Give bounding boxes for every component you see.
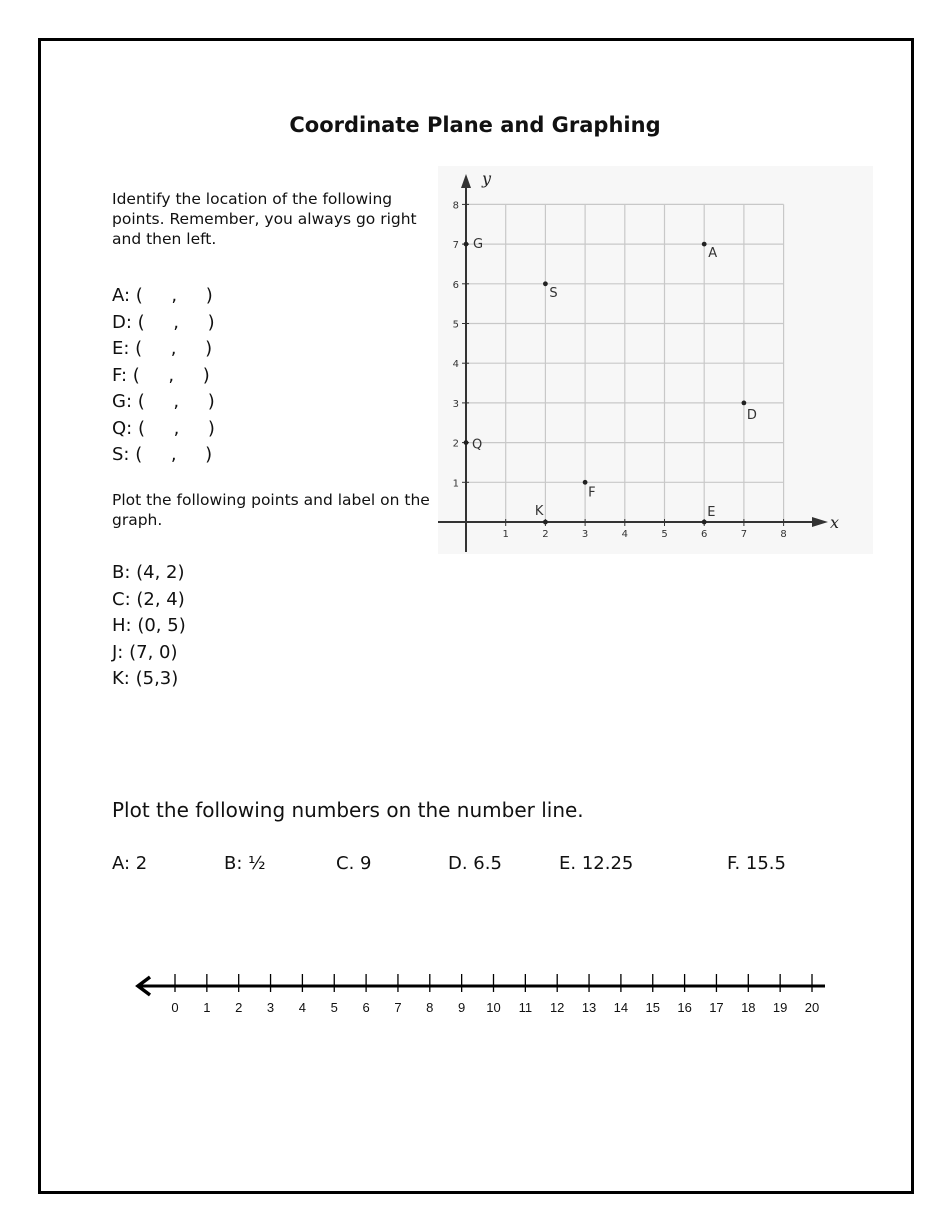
y-tick-label: 6 [452,279,459,291]
plot-item: C: (2, 4) [112,588,185,610]
answer-blank: , ) [144,417,215,439]
point-g-label: G [473,237,484,253]
number-line-tick-label: 3 [266,1000,275,1015]
number-item: E. 12.25 [559,853,634,874]
number-line-tick-label: 11 [518,1000,533,1015]
x-tick-label: 2 [542,529,549,540]
x-tick-label: 5 [661,529,668,540]
number-line-items [112,853,862,879]
locate-item [112,283,215,310]
number-line-tick-label: 5 [330,1000,338,1015]
y-tick-label: 2 [452,438,459,450]
number-line-tick-label: 7 [394,1000,402,1015]
locate-item [112,310,215,337]
answer-blank: , ) [142,444,213,465]
point-q-marker [464,440,469,445]
point-label: Q: ( [112,417,145,439]
plot-item: B: (4, 2) [112,562,185,583]
point-g-marker [464,242,469,247]
x-tick-label: 4 [621,529,628,540]
point-a-label: A [708,246,718,262]
point-s-marker [543,281,548,286]
number-line-tick-label: 20 [804,1000,820,1015]
locate-item [112,363,215,390]
number-line-tick-label: 8 [426,1000,434,1015]
y-tick-label: 8 [452,200,459,212]
y-tick-label: 7 [452,240,459,252]
number-line-tick-label: 19 [772,1000,788,1015]
point-k-label: K [534,504,544,519]
coordinate-plane-svg [438,166,873,554]
number-line-tick-label: 12 [549,1000,565,1015]
number-line-tick-label: 4 [298,1000,307,1015]
y-tick-label: 3 [452,398,459,410]
number-line-tick-label: 9 [458,1000,466,1015]
x-tick-label: 6 [701,529,708,540]
y-tick-label: 4 [452,359,459,371]
locate-item [112,416,215,443]
y-axis-label: y [482,169,492,188]
point-s-label: S [549,285,558,301]
number-item: F. 15.5 [727,853,786,874]
number-line-tick-label: 17 [709,1000,724,1015]
number-line-tick-label: 18 [741,1000,756,1015]
number-item: C. 9 [336,853,372,874]
number-line-tick-label: 15 [645,1000,660,1015]
graph-background [438,166,873,554]
number-item: D. 6.5 [448,853,502,874]
point-d-marker [742,401,747,406]
number-line-svg [128,962,833,1022]
x-axis-label: x [830,513,840,532]
y-tick-label: 5 [452,319,459,331]
x-tick-label: 3 [581,529,589,540]
point-label: A: ( [112,285,143,306]
plot-item: K: (5,3) [112,668,179,689]
locate-item [112,442,215,469]
point-a-marker [702,242,707,247]
number-line-tick-label: 10 [486,1000,501,1015]
number-line-tick-label: 14 [613,1000,629,1015]
answer-blank: , ) [139,364,210,386]
point-e-label: E [707,505,716,520]
locate-item [112,389,215,416]
number-line-tick-label: 2 [235,1000,243,1015]
point-d-label: D [746,407,757,423]
number-line-instructions: Plot the following numbers on the number line. [112,798,584,822]
page-title: Coordinate Plane and Graphing [289,113,661,137]
locate-points-list [112,283,215,469]
number-line-tick-label: 13 [581,1000,597,1015]
point-q-label: Q [472,437,483,453]
x-tick-label: 7 [740,529,748,540]
point-k-marker [543,520,548,525]
answer-blank: , ) [142,285,213,306]
point-e-marker [702,520,707,525]
locate-instructions: Identify the location of the following points. Remember, you always go right and then left. [112,190,417,248]
plot-item: J: (7, 0) [112,641,178,663]
x-tick-label: 1 [502,529,509,540]
number-item: A: 2 [112,853,148,874]
locate-item [112,336,215,363]
plot-instructions: Plot the following points and label on the graph. [112,491,430,529]
point-f-label: F [588,485,596,501]
point-f-marker [583,480,588,485]
number-line [128,962,833,1026]
number-line-tick-label: 6 [362,1000,370,1015]
number-line-tick-label: 16 [677,1000,692,1015]
point-label: F: ( [112,364,140,386]
y-tick-label: 1 [452,478,459,490]
answer-blank: , ) [144,391,215,412]
point-label: D: ( [112,311,145,333]
point-label: S: ( [112,444,143,465]
point-label: G: ( [112,391,145,412]
coordinate-graph [438,166,873,558]
number-line-tick-label: 0 [171,1000,179,1015]
number-item: B: ½ [224,853,266,874]
plot-points-list [112,560,186,693]
plot-item: H: (0, 5) [112,615,186,636]
number-line-tick-label: 1 [203,1000,211,1015]
point-label: E: ( [112,338,143,359]
answer-blank: , ) [144,311,215,333]
x-tick-label: 8 [780,529,787,540]
answer-blank: , ) [142,338,213,359]
